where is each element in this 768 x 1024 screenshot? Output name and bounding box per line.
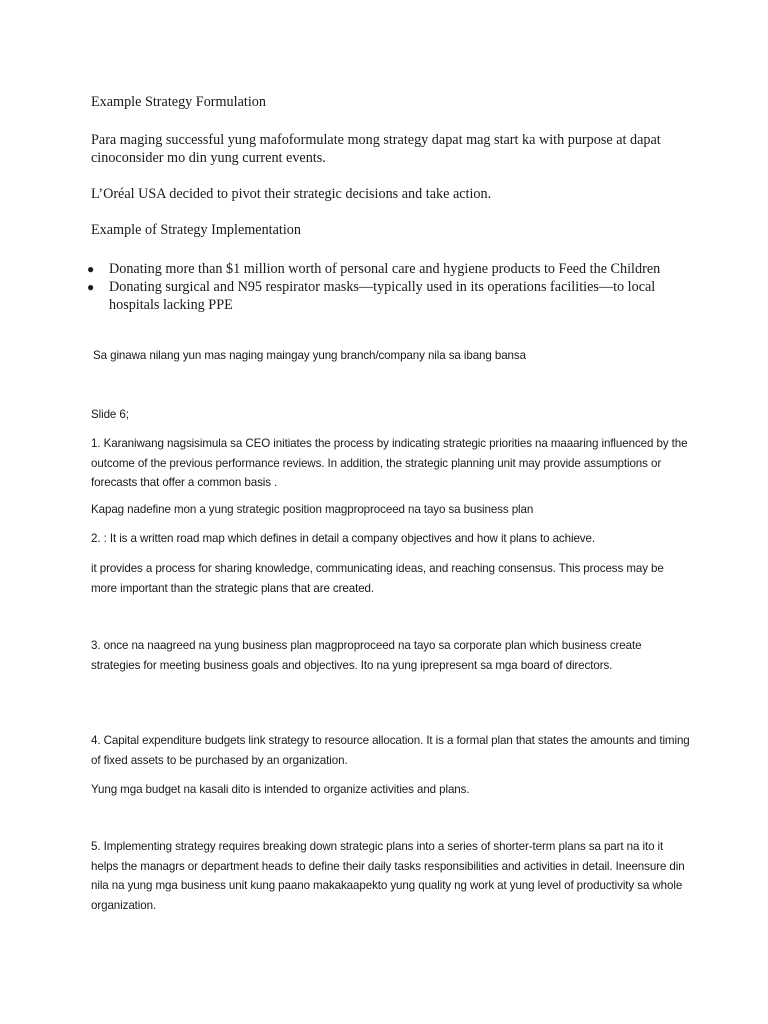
item-4-note: Yung mga budget na kasali dito is intended to organize activities and plans. xyxy=(91,783,470,796)
item-1-note: Kapag nadefine mon a yung strategic position magproproceed na tayo sa business plan xyxy=(91,503,534,516)
bullet-icon: ● xyxy=(87,280,95,294)
paragraph-formulation: Para maging successful yung mafoformulate mong strategy dapat mag start ka with purpose at dapat cinoconsider mo din yung current events. xyxy=(91,132,661,166)
bullet-text: Donating more than $1 million worth of personal care and hygiene products to Feed the Children xyxy=(109,261,661,277)
item-3: 3. once na naagreed na yung business plan magproproceed na tayo sa corporate plan which business create strategies for meeting business goals and objectives. Ito na yung iprepresent sa mga board of directors. xyxy=(91,639,642,672)
heading-strategy-formulation: Example Strategy Formulation xyxy=(91,94,266,110)
item-2: 2. : It is a written road map which defines in detail a company objectives and how it plans to achieve. xyxy=(91,532,595,545)
heading-strategy-implementation: Example of Strategy Implementation xyxy=(91,222,301,238)
list-item xyxy=(87,278,691,314)
slide-label: Slide 6; xyxy=(91,408,129,421)
item-5: 5. Implementing strategy requires breaking down strategic plans into a series of shorter-term plans sa part na ito it helps the managrs or department heads to define their daily tasks responsibilities and activities in detail. Ineensure din nila na yung mga business unit kung paano makakaapekto yung quality ng work at yung level of productivity sa whole organization. xyxy=(91,840,685,912)
bullet-text: Donating surgical and N95 respirator masks—typically used in its operations facilities—to local hospitals lacking PPE xyxy=(109,279,656,313)
item-4: 4. Capital expenditure budgets link strategy to resource allocation. It is a formal plan that states the amounts and timing of fixed assets to be purchased by an organization. xyxy=(91,734,690,767)
item-2-note: it provides a process for sharing knowledge, communicating ideas, and reaching consensus. This process may be more important than the strategic plans that are created. xyxy=(91,562,664,595)
list-item xyxy=(87,260,691,278)
implementation-bullet-list xyxy=(87,260,691,314)
item-1: 1. Karaniwang nagsisimula sa CEO initiates the process by indicating strategic priorities na maaaring influenced by the outcome of the previous performance reviews. In addition, the strategic planning unit may provide assumptions or forecasts that offer a common basis . xyxy=(91,437,688,489)
paragraph-branch: Sa ginawa nilang yun mas naging maingay yung branch/company nila sa ibang bansa xyxy=(93,349,526,362)
paragraph-loreal: L’Oréal USA decided to pivot their strategic decisions and take action. xyxy=(91,186,492,202)
bullet-icon: ● xyxy=(87,262,95,276)
